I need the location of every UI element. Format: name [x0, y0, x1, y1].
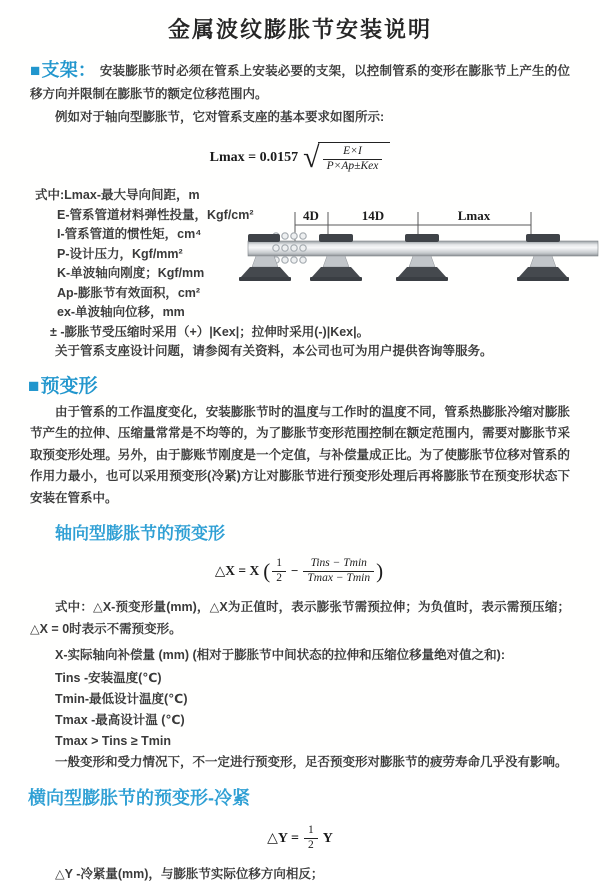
- axial-explanation: 式中：△X-预变形量(mm)，△X为正值时，表示膨张节需预拉伸；为负值时，表示需预压缩；△X = 0时表示不需预变形。: [30, 600, 570, 636]
- close-paren: ): [376, 558, 384, 583]
- temperature-fraction: [303, 557, 374, 586]
- definition-line: K-单波轴向刚度；Kgf/mm: [57, 266, 205, 280]
- lateral-half-fraction: [304, 824, 318, 853]
- x-definition-line: X-实际轴向补偿量 (mm) (相对于膨胀节中间状态的拉伸和压缩位移量绝对值之和):: [55, 648, 505, 662]
- temperature-fraction-denominator: Tmax − Tmin: [307, 571, 371, 584]
- lmax-fraction-denominator: P×Ap±Kex: [326, 160, 379, 172]
- lmax-formula: [0, 139, 600, 177]
- lmax-fraction: [323, 145, 383, 174]
- definition-line: P-设计压力，Kgf/mm²: [57, 246, 183, 261]
- half-fraction: [272, 557, 286, 586]
- section-square-icon: ■: [30, 61, 41, 80]
- predeform-heading-label: 预变形: [40, 375, 98, 397]
- temp-line: Tmax -最高设计温 (℃): [55, 713, 185, 727]
- y-definition-line: △Y -冷紧量(mm)，与膨胀节实际位移方向相反；: [55, 866, 324, 881]
- minus-operator: −: [290, 563, 299, 578]
- lateral-subheading: 横向型膨胀节的预变形-冷紧: [28, 787, 250, 808]
- lateral-formula-rhs: Y: [322, 830, 333, 846]
- support-note-line: 关于管系支座设计问题，请参阅有关资料，本公司也可为用户提供咨询等服务。: [55, 344, 493, 358]
- axial-formula: [0, 553, 600, 589]
- half-numerator: 1: [272, 557, 286, 572]
- definition-line: ± -膨胀节受压缩时采用（+）|Kex|；拉伸时采用(-)|Kex|。: [50, 324, 370, 339]
- temp-line: Tmax > Tins ≥ Tmin: [55, 734, 172, 748]
- temperature-fraction-numerator: Tins − Tmin: [303, 557, 374, 572]
- pipe-support-diagram: [246, 203, 600, 305]
- support-section-heading: [30, 60, 96, 80]
- definition-line: E-管系管道材料弹性投量，Kgf/cm²: [57, 207, 254, 222]
- dim-label-4d: 4D: [303, 208, 319, 223]
- axial-subheading: 轴向型膨胀节的预变形: [55, 524, 225, 543]
- lmax-formula-lhs: Lmax = 0.0157: [209, 150, 299, 165]
- section-square-icon: ■: [28, 375, 40, 397]
- dim-label-14d: 14D: [361, 208, 385, 223]
- open-paren: (: [263, 558, 271, 583]
- page-title: 金属波纹膨胀节安装说明: [167, 17, 432, 42]
- dim-label-lmax: Lmax: [457, 208, 491, 223]
- support-intro-paragraph: [30, 59, 570, 129]
- support-heading-label: 支架：: [41, 60, 97, 80]
- axial-formula-lhs: △X = X: [214, 563, 260, 578]
- axial-remark: 一般变形和受力情况下，不一定进行预变形，足否预变形对膨胀节的疲劳寿命几乎没有影响。: [55, 755, 568, 769]
- support-example-line: 例如对于轴向型膨胀节，它对管系支座的基本要求如图所示:: [55, 110, 385, 124]
- temp-line: Tins -安装温度(℃): [55, 671, 162, 685]
- predeform-paragraph: 由于管系的工作温度变化，安装膨胀节时的温度与工作时的温度不同，管系热膨胀冷缩对膨胀节产生的拉伸、压缩量常常是不均等的，为了膨胀节变形范围控制在额定范围内，需要对膨胀节采取预变形处理。另外，由于膨账节刚度是一个定值，与补偿量成正比。为了使膨胀节位移对管系的作用力最小，也可以采用预变形(冷紧)方让对膨胀节进行预变形处理后再将膨胀节在预变形状态下安装在管系中。: [30, 404, 570, 505]
- lateral-half-numerator: 1: [304, 824, 318, 839]
- document-page: [0, 13, 600, 881]
- radical-sign: √: [303, 141, 320, 175]
- lateral-formula-lhs: △Y =: [267, 831, 299, 846]
- lateral-half-denominator: 2: [307, 839, 314, 851]
- lmax-fraction-numerator: E×I: [323, 145, 383, 160]
- predeform-section-heading: [28, 371, 600, 398]
- support-intro-text: 安装膨胀节时必须在管系上安装必要的支架，以控制管系的变形在膨胀节上产生的位移方向并限制在膨胀节的额定位移范围内。: [30, 64, 570, 101]
- definition-line: I-管系管道的惯性矩，cm⁴: [57, 227, 202, 241]
- definition-line: 式中:Lmax-最大导向间距，m: [35, 188, 200, 202]
- temp-line: Tmin-最低设计温度(℃): [55, 692, 188, 706]
- radical-body: [318, 142, 391, 174]
- lateral-formula: [0, 822, 600, 856]
- definition-line: Ap-膨胀节有效面积，cm²: [57, 285, 201, 300]
- half-denominator: 2: [276, 571, 282, 584]
- definition-line: ex-单波轴向位移，mm: [57, 305, 185, 319]
